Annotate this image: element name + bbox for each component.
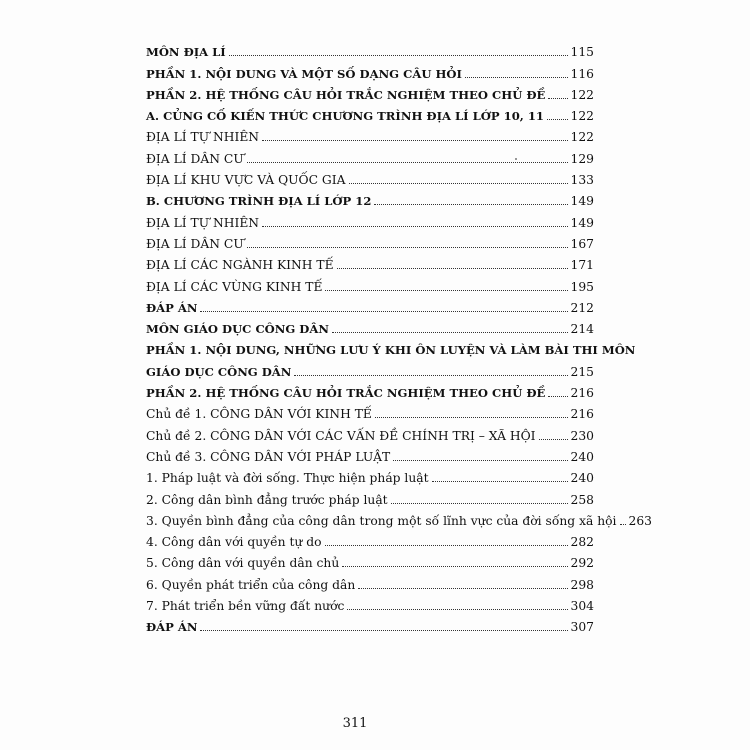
- toc-entry-page: 149: [570, 194, 594, 209]
- toc-entry: [146, 336, 636, 358]
- toc-entry: [146, 357, 594, 378]
- toc-entry-page: 195: [570, 279, 594, 294]
- dot-leader: [200, 630, 567, 631]
- toc-entry-page: 115: [570, 45, 594, 60]
- toc-entry: [146, 549, 594, 570]
- toc-entry-page: 167: [570, 236, 594, 251]
- toc-entry: [146, 592, 594, 613]
- toc-entry-title: A. CỦNG CỐ KIẾN THỨC CHƯƠNG TRÌNH ĐỊA LÍ LỚP 10, 11: [146, 109, 544, 124]
- toc-entry: [146, 507, 652, 528]
- toc-entry-page: 214: [570, 322, 594, 337]
- toc-entry-page: 304: [570, 599, 594, 614]
- toc-entry-page: 292: [570, 556, 594, 571]
- dot-leader: [342, 566, 567, 567]
- dot-leader: [294, 375, 567, 376]
- toc-entry-page: 122: [570, 109, 594, 124]
- dot-leader: [262, 226, 567, 227]
- toc-entry-title: Chủ đề 1. CÔNG DÂN VỚI KINH TẾ: [146, 407, 372, 422]
- toc-entry-title: MÔN GIÁO DỤC CÔNG DÂN: [146, 322, 329, 337]
- toc-entry-title: 5. Công dân với quyền dân chủ: [146, 556, 340, 571]
- toc-entry: [146, 166, 594, 187]
- toc-entry-page: 171: [570, 258, 594, 273]
- dot-leader: [393, 460, 567, 461]
- toc-entry: [146, 294, 594, 315]
- toc-entry-title: 6. Quyền phát triển của công dân: [146, 577, 356, 592]
- dot-leader: [375, 417, 568, 418]
- dot-leader: [247, 162, 568, 163]
- toc-entry: [146, 230, 594, 251]
- toc-entry: [146, 443, 594, 464]
- toc-entry-page: 216: [570, 407, 594, 422]
- toc-entry-page: 307: [570, 620, 594, 635]
- toc-entry: [146, 315, 594, 336]
- table-of-contents: [146, 38, 652, 635]
- dot-leader: [620, 524, 626, 525]
- dot-leader: [432, 481, 568, 482]
- toc-entry: [146, 102, 594, 123]
- toc-entry-page: 116: [570, 66, 594, 81]
- dot-leader: [539, 439, 568, 440]
- toc-entry-title: 7. Phát triển bền vững đất nước: [146, 599, 345, 614]
- dot-leader: [229, 55, 568, 56]
- dot-leader: [358, 588, 567, 589]
- dot-leader: [548, 98, 567, 99]
- dot-leader: [391, 503, 568, 504]
- toc-entry-title: GIÁO DỤC CÔNG DÂN: [146, 364, 292, 379]
- dot-leader: [349, 183, 568, 184]
- dot-leader: [374, 204, 567, 205]
- toc-entry-page: 216: [570, 386, 594, 401]
- toc-entry-title: PHẦN 2. HỆ THỐNG CÂU HỎI TRẮC NGHIỆM THEO CHỦ ĐỀ: [146, 87, 546, 102]
- toc-entry-title: 4. Công dân với quyền tự do: [146, 535, 322, 550]
- toc-entry-title: PHẦN 2. HỆ THỐNG CÂU HỎI TRẮC NGHIỆM THEO CHỦ ĐỀ: [146, 386, 546, 401]
- toc-entry-page: 263: [628, 513, 652, 528]
- toc-entry-title: ĐỊA LÍ DÂN CƯ: [146, 151, 244, 166]
- toc-entry: [146, 38, 594, 59]
- toc-entry-title: 3. Quyền bình đẳng của công dân trong một số lĩnh vực của đời sống xã hội: [146, 513, 617, 528]
- dot-leader: [325, 290, 567, 291]
- toc-entry: [146, 613, 594, 634]
- dot-leader: [347, 609, 567, 610]
- toc-entry-page: 240: [570, 471, 594, 486]
- toc-entry-page: 122: [570, 130, 594, 145]
- toc-entry-title: ĐÁP ÁN: [146, 620, 198, 635]
- toc-entry-title: ĐÁP ÁN: [146, 300, 198, 315]
- toc-entry: [146, 570, 594, 591]
- toc-entry: [146, 528, 594, 549]
- toc-entry-page: 212: [570, 300, 594, 315]
- toc-entry-title: ĐỊA LÍ TỰ NHIÊN: [146, 130, 260, 145]
- dot-leader: [465, 77, 568, 78]
- toc-entry: [146, 272, 594, 293]
- toc-entry-title: B. CHƯƠNG TRÌNH ĐỊA LÍ LỚP 12: [146, 194, 372, 209]
- toc-entry-title: 1. Pháp luật và đời sống. Thực hiện pháp luật: [146, 471, 429, 486]
- toc-entry-page: 149: [570, 215, 594, 230]
- toc-entry: [146, 144, 594, 165]
- toc-entry: [146, 123, 594, 144]
- toc-entry-page: 298: [570, 577, 594, 592]
- toc-entry-title: 2. Công dân bình đẳng trước pháp luật: [146, 492, 388, 507]
- toc-entry: [146, 400, 594, 421]
- toc-entry: [146, 187, 594, 208]
- toc-entry-title: PHẦN 1. NỘI DUNG, NHỮNG LƯU Ý KHI ÔN LUYỆN VÀ LÀM BÀI THI MÔN: [146, 343, 636, 358]
- toc-entry: [146, 379, 594, 400]
- toc-entry-page: 129: [570, 151, 594, 166]
- toc-entry-page: 215: [570, 364, 594, 379]
- toc-entry-title: MÔN ĐỊA LÍ: [146, 45, 226, 60]
- toc-entry: [146, 208, 594, 229]
- toc-entry-title: ĐỊA LÍ CÁC VÙNG KINH TẾ: [146, 279, 323, 294]
- toc-entry-title: ĐỊA LÍ KHU VỰC VÀ QUỐC GIA: [146, 173, 346, 188]
- toc-entry: [146, 81, 594, 102]
- toc-entry-title: PHẦN 1. NỘI DUNG VÀ MỘT SỐ DẠNG CÂU HỎI: [146, 66, 462, 81]
- toc-entry: [146, 464, 594, 485]
- page-number: 311: [342, 716, 368, 731]
- toc-entry-page: 122: [570, 87, 594, 102]
- toc-entry: [146, 251, 594, 272]
- dot-leader: [548, 396, 567, 397]
- toc-entry: [146, 59, 594, 80]
- dot-leader: [247, 247, 568, 248]
- dot-leader: [200, 311, 567, 312]
- toc-entry-title: Chủ đề 3. CÔNG DÂN VỚI PHÁP LUẬT: [146, 449, 391, 464]
- paper-speck: [515, 158, 517, 160]
- toc-entry-title: ĐỊA LÍ CÁC NGÀNH KINH TẾ: [146, 258, 334, 273]
- toc-entry-title: ĐỊA LÍ TỰ NHIÊN: [146, 215, 260, 230]
- dot-leader: [262, 140, 567, 141]
- dot-leader: [547, 119, 568, 120]
- toc-entry-page: 240: [570, 449, 594, 464]
- dot-leader: [332, 332, 568, 333]
- toc-entry-title: ĐỊA LÍ DÂN CƯ: [146, 236, 244, 251]
- toc-entry-page: 133: [570, 173, 594, 188]
- dot-leader: [337, 268, 568, 269]
- toc-entry-page: 282: [570, 535, 594, 550]
- toc-entry-title: Chủ đề 2. CÔNG DÂN VỚI CÁC VẤN ĐỀ CHÍNH TRỊ – XÃ HỘI: [146, 428, 536, 443]
- dot-leader: [325, 545, 568, 546]
- toc-entry: [146, 485, 594, 506]
- toc-entry-page: 258: [570, 492, 594, 507]
- toc-entry-page: 230: [570, 428, 594, 443]
- toc-entry: [146, 421, 594, 442]
